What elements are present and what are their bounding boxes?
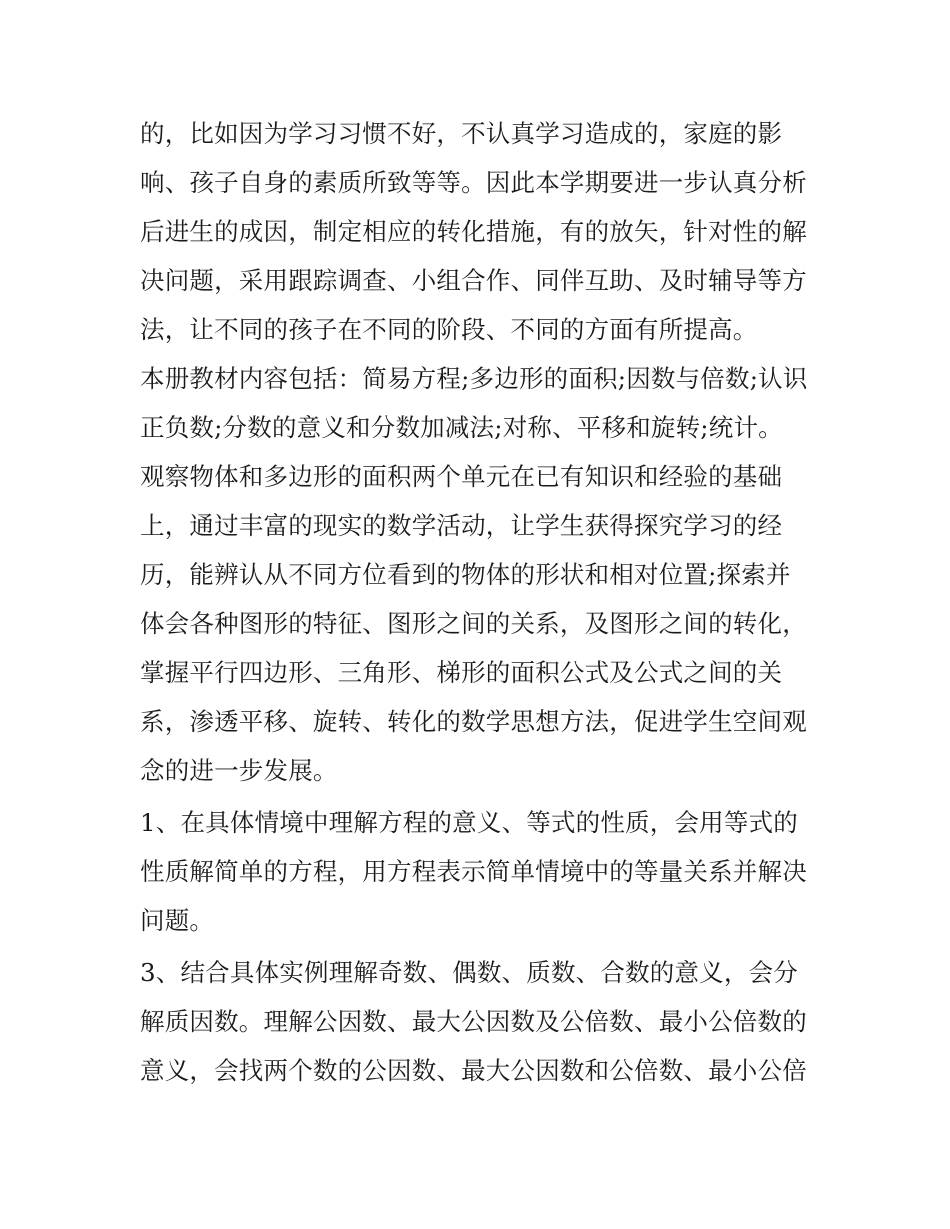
paragraph-textbook-contents (140, 354, 820, 452)
text-line: 3、结合具体实例理解奇数、偶数、质数、合数的意义，会分 (140, 958, 798, 987)
text-line: 的，比如因为学习习惯不好，不认真学习造成的，家庭的影 (140, 119, 783, 148)
text-line: 问题。 (140, 906, 215, 935)
text-line: 意义，会找两个数的公因数、最大公因数和公倍数、最小公倍 (140, 1056, 807, 1085)
paragraph-students-transformation (140, 109, 820, 354)
text-line: 解质因数。理解公因数、最大公因数及公倍数、最小公倍数的 (140, 1007, 807, 1036)
text-line: 1、在具体情境中理解方程的意义、等式的性质，会用等式的 (140, 808, 798, 837)
text-line: 本册教材内容包括：简易方程;多边形的面积;因数与倍数;认识 (140, 364, 808, 393)
text-line: 正负数;分数的意义和分数加减法;对称、平移和旋转;统计。 (140, 413, 783, 442)
text-line: 掌握平行四边形、三角形、梯形的面积公式及公式之间的关 (140, 658, 783, 687)
text-line: 念的进一步发展。 (140, 756, 338, 785)
text-line: 观察物体和多边形的面积两个单元在已有知识和经验的基础 (140, 462, 783, 491)
text-line: 系，渗透平移、旋转、转化的数学思想方法，促进学生空间观 (140, 707, 807, 736)
paragraph-geometry-units (140, 452, 820, 795)
text-line: 响、孩子自身的素质所致等等。因此本学期要进一步认真分析 (140, 168, 807, 197)
paragraph-factors-goal (140, 948, 820, 1095)
text-line: 体会各种图形的特征、图形之间的关系，及图形之间的转化， (140, 609, 807, 638)
text-line: 历，能辨认从不同方位看到的物体的形状和相对位置;探索并 (140, 560, 791, 589)
text-line: 决问题，采用跟踪调查、小组合作、同伴互助、及时辅导等方 (140, 266, 807, 295)
document-body (140, 109, 820, 1095)
text-line: 后进生的成因，制定相应的转化措施，有的放矢，针对性的解 (140, 217, 807, 246)
text-line: 性质解简单的方程，用方程表示简单情境中的等量关系并解决 (140, 857, 807, 886)
text-line: 法，让不同的孩子在不同的阶段、不同的方面有所提高。 (140, 315, 758, 344)
paragraph-equations-goal (140, 798, 820, 945)
text-line: 上，通过丰富的现实的数学活动，让学生获得探究学习的经 (140, 511, 783, 540)
